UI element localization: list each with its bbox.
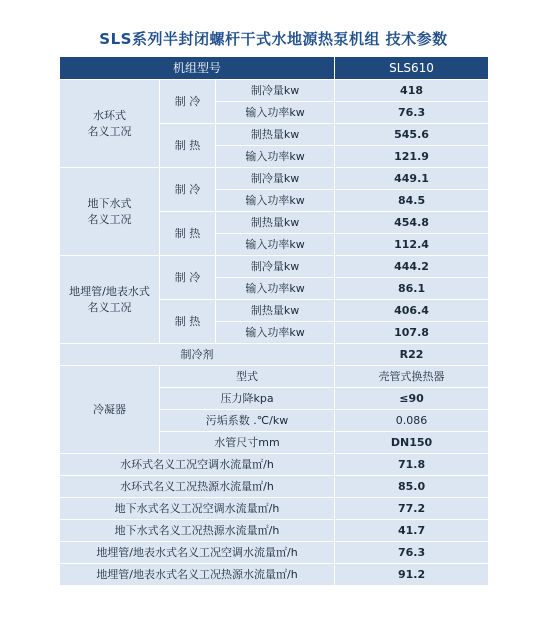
param-label: 制冷量kw: [216, 168, 335, 190]
flow-label: 地埋管/地表水式名义工况空调水流量㎡/h: [60, 542, 335, 564]
param-label: 输入功率kw: [216, 234, 335, 256]
cooling-label: 制 冷: [160, 80, 216, 124]
param-value: ≤90: [335, 388, 489, 410]
param-value: 0.086: [335, 410, 489, 432]
mode-name: 地下水式 名义工况: [60, 168, 160, 256]
header-model: SLS610: [335, 57, 489, 80]
heating-label: 制 热: [160, 300, 216, 344]
flow-label: 水环式名义工况空调水流量㎡/h: [60, 454, 335, 476]
param-label: 污垢系数 .℃/kw: [160, 410, 335, 432]
param-value: 449.1: [335, 168, 489, 190]
heating-label: 制 热: [160, 124, 216, 168]
cooling-label: 制 冷: [160, 256, 216, 300]
param-value: DN150: [335, 432, 489, 454]
mode-name: 地埋管/地表水式 名义工况: [60, 256, 160, 344]
param-label: 输入功率kw: [216, 102, 335, 124]
param-value: 444.2: [335, 256, 489, 278]
heating-label: 制 热: [160, 212, 216, 256]
param-value: 76.3: [335, 102, 489, 124]
table-row: [60, 80, 489, 102]
flow-value: 77.2: [335, 498, 489, 520]
param-label: 水管尺寸mm: [160, 432, 335, 454]
flow-value: 85.0: [335, 476, 489, 498]
param-label: 制热量kw: [216, 124, 335, 146]
table-row: [60, 366, 489, 388]
param-value: 545.6: [335, 124, 489, 146]
param-value: 86.1: [335, 278, 489, 300]
param-label: 型式: [160, 366, 335, 388]
param-value: 418: [335, 80, 489, 102]
param-label: 制热量kw: [216, 212, 335, 234]
param-label: 压力降kpa: [160, 388, 335, 410]
param-value: 壳管式换热器: [335, 366, 489, 388]
table-row: [60, 498, 489, 520]
param-value: 406.4: [335, 300, 489, 322]
spec-sheet: [59, 22, 488, 607]
table-row: [60, 564, 489, 586]
spec-table: [59, 56, 489, 586]
refrigerant-value: R22: [335, 344, 489, 366]
table-row: [60, 168, 489, 190]
param-label: 输入功率kw: [216, 322, 335, 344]
refrigerant-label: 制冷剂: [60, 344, 335, 366]
param-value: 454.8: [335, 212, 489, 234]
table-row: [60, 520, 489, 542]
param-label: 制热量kw: [216, 300, 335, 322]
table-row: [60, 256, 489, 278]
param-value: 84.5: [335, 190, 489, 212]
param-value: 112.4: [335, 234, 489, 256]
param-label: 输入功率kw: [216, 190, 335, 212]
flow-label: 地下水式名义工况空调水流量㎡/h: [60, 498, 335, 520]
flow-label: 地埋管/地表水式名义工况热源水流量㎡/h: [60, 564, 335, 586]
param-label: 输入功率kw: [216, 278, 335, 300]
flow-value: 91.2: [335, 564, 489, 586]
table-header-row: [60, 57, 489, 80]
table-row: [60, 454, 489, 476]
param-label: 制冷量kw: [216, 256, 335, 278]
condenser-label: 冷凝器: [60, 366, 160, 454]
flow-value: 41.7: [335, 520, 489, 542]
table-title: SLS系列半封闭螺杆干式水地源热泵机组 技术参数: [99, 30, 448, 48]
flow-value: 71.8: [335, 454, 489, 476]
param-label: 制冷量kw: [216, 80, 335, 102]
table-row: [60, 476, 489, 498]
table-row: [60, 542, 489, 564]
cooling-label: 制 冷: [160, 168, 216, 212]
param-label: 输入功率kw: [216, 146, 335, 168]
param-value: 107.8: [335, 322, 489, 344]
header-label: 机组型号: [60, 57, 335, 80]
flow-label: 地下水式名义工况热源水流量㎡/h: [60, 520, 335, 542]
flow-label: 水环式名义工况热源水流量㎡/h: [60, 476, 335, 498]
param-value: 121.9: [335, 146, 489, 168]
flow-value: 76.3: [335, 542, 489, 564]
mode-name: 水环式 名义工况: [60, 80, 160, 168]
table-row: [60, 344, 489, 366]
